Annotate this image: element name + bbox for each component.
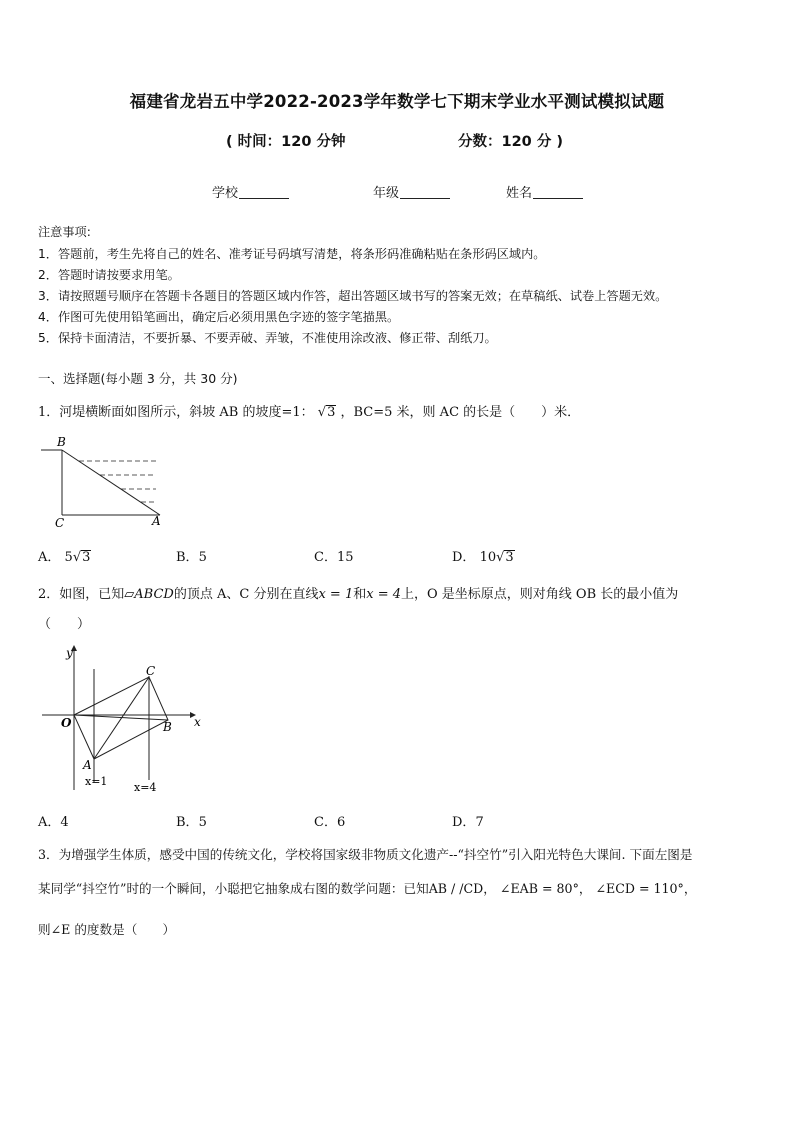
q1-text-b: ，BC=5 米，则 AC 的长是（ ）米． — [340, 405, 581, 420]
q3-angle-eab: ∠EAB = 80° — [499, 881, 579, 896]
q1-radicand: 3 — [327, 405, 336, 420]
notice-item: 1．答题前，考生先将自己的姓名、准考证号码填写清楚，将条形码准确粘贴在条形码区域内。 — [38, 247, 546, 261]
q2-option-b[interactable] — [176, 811, 207, 830]
sqrt-icon: √ — [496, 550, 505, 565]
notice-heading: 注意事项: — [38, 225, 91, 239]
option-letter: B． — [176, 815, 199, 830]
exam-score: 分数：120 分 ) — [458, 134, 563, 150]
option-letter: A． — [38, 550, 61, 565]
label-y: y — [66, 646, 73, 660]
notice-item: 3．请按照题号顺序在答题卡各题目的答题区域内作答，超出答题区域书写的答案无效；在草稿纸、试卷上答题无效。 — [38, 289, 668, 303]
option-radicand: 3 — [82, 550, 91, 565]
page-title: 福建省龙岩五中学2022-2023学年数学七下期末学业水平测试模拟试题 — [129, 92, 665, 111]
option-text: 6 — [336, 815, 346, 830]
q2-figure — [38, 642, 208, 797]
q1-option-d[interactable] — [452, 546, 515, 565]
q1-option-a[interactable] — [38, 546, 91, 565]
q2-text-c: 上，O 是坐标原点，则对角线 OB 长的最小值为 — [401, 587, 679, 602]
notice-item: 2．答题时请按要求用笔。 — [38, 268, 180, 282]
notice-item: 4．作图可先使用铅笔画出，确定后必须用黑色字迹的签字笔描黑。 — [38, 310, 400, 324]
label-c: C — [55, 516, 65, 530]
q2-option-d[interactable] — [452, 811, 484, 830]
label-line-x1: x=1 — [85, 775, 108, 788]
question-1-stem — [38, 401, 580, 420]
q2-parallelogram: ABCD — [134, 587, 174, 602]
q2-option-a[interactable] — [38, 811, 69, 830]
grade-label: 年级 — [373, 186, 400, 201]
option-letter: D． — [452, 815, 476, 830]
name-field[interactable] — [506, 182, 583, 201]
label-a: A — [83, 758, 92, 772]
q1-option-b[interactable] — [176, 546, 207, 565]
label-b: B — [57, 435, 66, 449]
option-letter: C． — [314, 550, 337, 565]
option-text: 15 — [336, 550, 354, 565]
question-3-line1: 3．为增强学生体质，感受中国的传统文化，学校将国家级非物质文化遗产--“抖空竹”引入阳光特色大课间. 下面左图是 — [38, 847, 693, 862]
option-radicand: 3 — [505, 550, 514, 565]
name-label: 姓名 — [506, 186, 533, 201]
option-letter: B． — [176, 550, 199, 565]
label-line-x4: x=4 — [134, 781, 157, 794]
label-b: B — [163, 720, 172, 734]
option-letter: C． — [314, 815, 337, 830]
option-text: 7 — [475, 815, 484, 830]
grade-blank[interactable] — [400, 186, 450, 199]
option-letter: A． — [38, 815, 61, 830]
option-text: 4 — [60, 815, 69, 830]
sqrt-icon: √ — [317, 405, 327, 420]
option-letter: D． — [452, 550, 476, 565]
q1-text-a: 1．河堤横断面如图所示，斜坡 AB 的坡度=1： — [38, 405, 314, 420]
label-o: O — [61, 716, 72, 730]
school-label: 学校 — [212, 186, 239, 201]
label-x: x — [194, 715, 201, 729]
option-text: 5 — [198, 550, 207, 565]
sqrt-icon: √ — [72, 550, 82, 565]
q3-text-a: 某同学“抖空竹”时的一个瞬间，小聪把它抽象成右图的数学问题：已知 — [38, 881, 429, 896]
label-c: C — [146, 664, 156, 678]
option-coef: 5 — [64, 550, 73, 565]
q2-text-b: 的顶点 A、C 分别在直线 — [173, 587, 319, 602]
q2-option-c[interactable] — [314, 811, 345, 830]
option-coef: 10 — [479, 550, 497, 565]
grade-field[interactable] — [373, 182, 450, 201]
q1-option-c[interactable] — [314, 546, 354, 565]
school-blank[interactable] — [239, 186, 289, 199]
q2-text-a: 2．如图，已知 — [38, 587, 125, 602]
school-field[interactable] — [212, 182, 289, 201]
name-blank[interactable] — [533, 186, 583, 199]
label-a: A — [152, 514, 161, 528]
option-text: 5 — [198, 815, 207, 830]
q3-angle-ecd: ∠ECD = 110° — [595, 881, 684, 896]
section-heading: 一、选择题(每小题 3 分，共 30 分) — [38, 371, 238, 386]
q3-ab-parallel-cd: AB / /CD — [428, 881, 484, 896]
q1-figure — [38, 434, 168, 530]
question-3-line2: 某同学“抖空竹”时的一个瞬间，小聪把它抽象成右图的数学问题：已知AB / /CD， ∠EAB = 80°， ∠ECD = 110°， — [38, 881, 697, 896]
question-2-stem — [38, 583, 678, 602]
q2-line-x4: x = 4 — [366, 587, 401, 602]
notice-item: 5．保持卡面清洁，不要折暴、不要弄破、弄皱，不准使用涂改液、修正带、刮纸刀。 — [38, 331, 497, 345]
q2-and: 和 — [353, 587, 367, 602]
parallelogram-icon: ▱ — [124, 587, 135, 602]
q2-line-x1: x = 1 — [318, 587, 354, 602]
question-3-line3: 则∠E 的度数是（ ） — [38, 922, 176, 937]
q2-paren: （ ） — [38, 617, 91, 632]
exam-time: ( 时间：120 分钟 — [226, 134, 346, 150]
